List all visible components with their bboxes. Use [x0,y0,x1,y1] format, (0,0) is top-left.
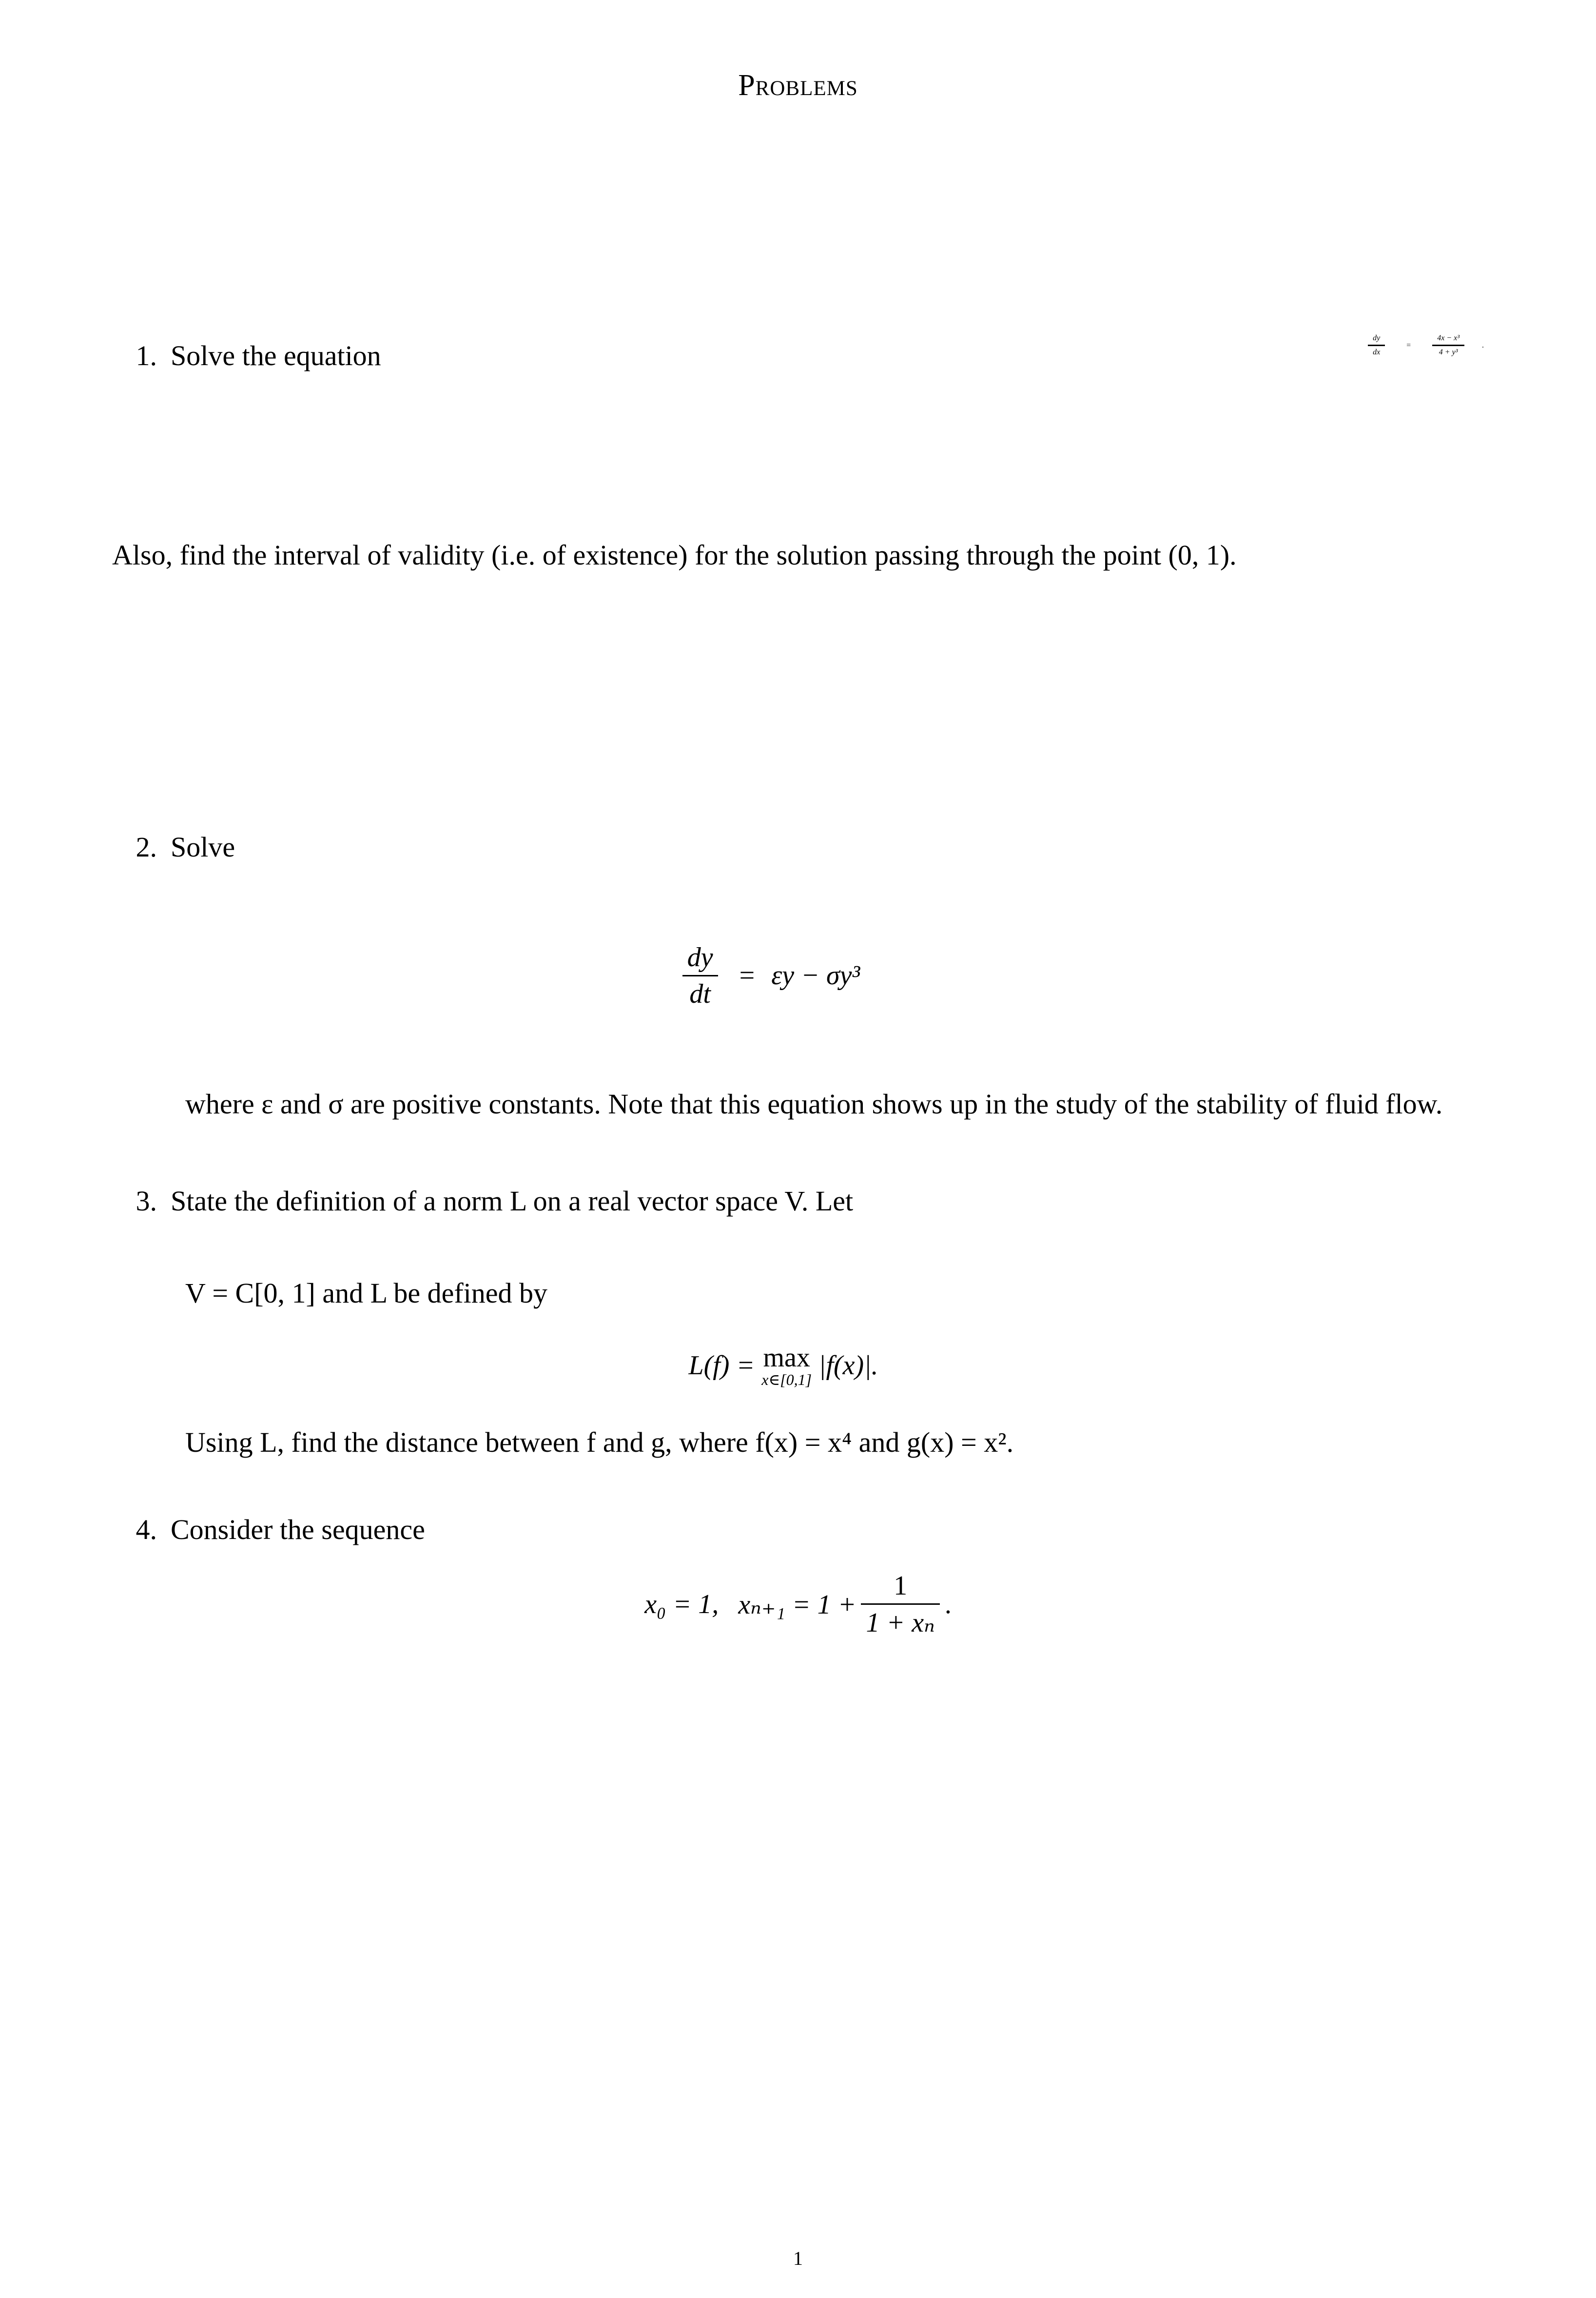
problem-item-3 [112,1182,1484,1462]
problem-3-max-operator [761,1342,812,1389]
problem-3-lead-row [112,1182,1484,1220]
problem-4-fraction-numerator: 1 [894,1571,908,1601]
page-header [112,68,1484,103]
page-header-text: Problems [738,69,858,102]
problem-1-lhs-numerator: dy [1373,334,1381,342]
problem-3-max-label: max [763,1342,810,1373]
problem-2-relation: = [739,960,755,991]
problem-4-fraction-denominator: 1 + xₙ [866,1608,935,1638]
problem-1-lead: Solve the equation [171,340,381,371]
problem-3-number: 3. [136,1185,157,1217]
problem-3-equation-lhs: L(f) = [688,1350,755,1381]
problem-3-line2: V = C[0, 1] and L be defined by [185,1277,548,1309]
problem-2-body: where ε and σ are positive constants. Note that this equation shows up in the study of the stability of fluid flow. [185,1088,1443,1120]
problem-item-1 [112,334,1484,575]
problem-1-lead-row [112,334,1484,375]
problem-3-max-subscript: x∈[0,1] [761,1370,812,1388]
problem-2-lhs-denominator: dt [689,978,711,1009]
problem-3-equation [83,1342,1484,1389]
problem-4-equation [112,1568,1484,1640]
problem-1-lhs-fraction [1368,332,1385,359]
problem-2-number: 2. [136,831,157,863]
problem-2-lhs-fraction [682,940,718,1012]
problem-4-lead-row [112,1511,1484,1549]
problem-1-relation: = [1406,341,1411,350]
problem-1-rhs-denominator: 4 + y³ [1439,348,1458,356]
problem-2-rhs: εy − σy³ [771,960,860,991]
problem-4-equation-period: . [944,1589,952,1620]
problem-1-equation-period: . [1482,341,1484,350]
problem-1-body: Also, find the interval of validity (i.e. of existence) for the solution passing through the point (0, 1). [112,539,1237,571]
problem-1-rhs-numerator: 4x − x³ [1437,334,1460,342]
problem-1-lhs-denominator: dx [1373,348,1381,356]
problem-1-rhs-fraction [1432,332,1464,359]
problem-2-lead: Solve [171,831,235,863]
problem-3-lead: State the definition of a norm L on a real vector space V. Let [171,1185,854,1217]
problem-1-equation [1363,332,1484,359]
problem-2-equation [54,940,1484,1012]
problem-item-2 [112,828,1484,1123]
problem-4-initial-term: x₀ = 1, [644,1589,719,1620]
page-number: 1 [793,2247,803,2269]
problem-list [112,334,1484,1640]
problem-4-number: 4. [136,1514,157,1546]
problem-2-lhs-numerator: dy [687,942,713,973]
problem-3-equation-rhs: |f(x)|. [818,1350,878,1381]
problem-4-fraction [861,1568,939,1640]
problem-4-recurrence-lhs: xₙ₊₁ = 1 + [738,1589,856,1620]
problem-2-lead-row [112,828,1484,866]
problem-item-4 [112,1511,1484,1640]
problem-4-lead: Consider the sequence [171,1514,425,1546]
problem-3-body: Using L, find the distance between f and g, where f(x) = x⁴ and g(x) = x². [185,1426,1014,1458]
problem-1-number: 1. [136,340,157,371]
